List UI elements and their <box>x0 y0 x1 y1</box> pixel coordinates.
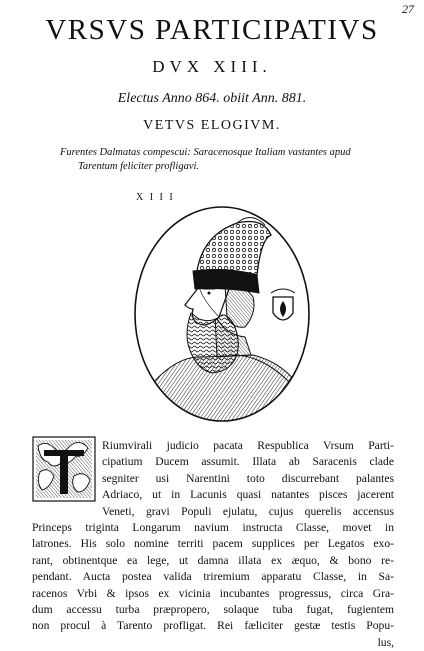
text-line: Adriaco, ut in Lacunis quasi natantes pisces jacerent <box>102 488 394 502</box>
elogium-line: Furentes Dalmatas compescui: Saracenosque Italiam vastantes apud <box>60 147 351 158</box>
text-line: racenos Vrbi & ipsos ex vicinia incubantes progressus, circa Gra- <box>32 586 394 600</box>
elogium-text <box>60 146 380 174</box>
doge-number: DVX XIII. <box>152 57 272 76</box>
text-line: Princeps triginta Longarum navium instructa Classe, movet in <box>32 521 394 535</box>
text-line: latrones. His solo nomine territi pacem supplices per Legatos exo- <box>32 537 394 551</box>
text-line: Veneti, gravi Populi ejulatu, cujus querelis accensus <box>102 504 394 518</box>
text-line: segniter usi Narentini toto discurrebant palantes <box>102 471 394 485</box>
text-line: lus, <box>377 635 394 649</box>
elogium-heading: VETVS ELOGIVM. <box>143 118 281 133</box>
text-line: pendant. Aucta postea valida triremium apparatu Classe, in Sa- <box>32 570 394 584</box>
text-line: dum accessu turba præpropero, solaque tuba fugat, fugientem <box>32 603 394 617</box>
text-line: rant, obtinentque ea lege, ut damna illata ex æquo, & bono re- <box>32 553 394 567</box>
text-line: non procul à Tarento profligat. Rei fæliciter gestæ testis Popu- <box>32 619 394 633</box>
text-line: cipatium Ducem assumit. Illata ab Saracenis clade <box>102 455 394 469</box>
elogium-line: Tarentum feliciter profligavi. <box>78 161 200 172</box>
doge-portrait-medallion <box>133 205 311 423</box>
body-text <box>32 438 394 651</box>
page-number: 27 <box>402 2 414 16</box>
text-line: Riumvirali judicio pacata Respublica Vrsum Parti- <box>102 439 394 452</box>
portrait-numeral: X I I I <box>136 192 175 203</box>
page-title: VRSVS PARTICIPATIVS <box>45 14 379 46</box>
reign-dates: Electus Anno 864. obiit Ann. 881. <box>117 91 307 106</box>
